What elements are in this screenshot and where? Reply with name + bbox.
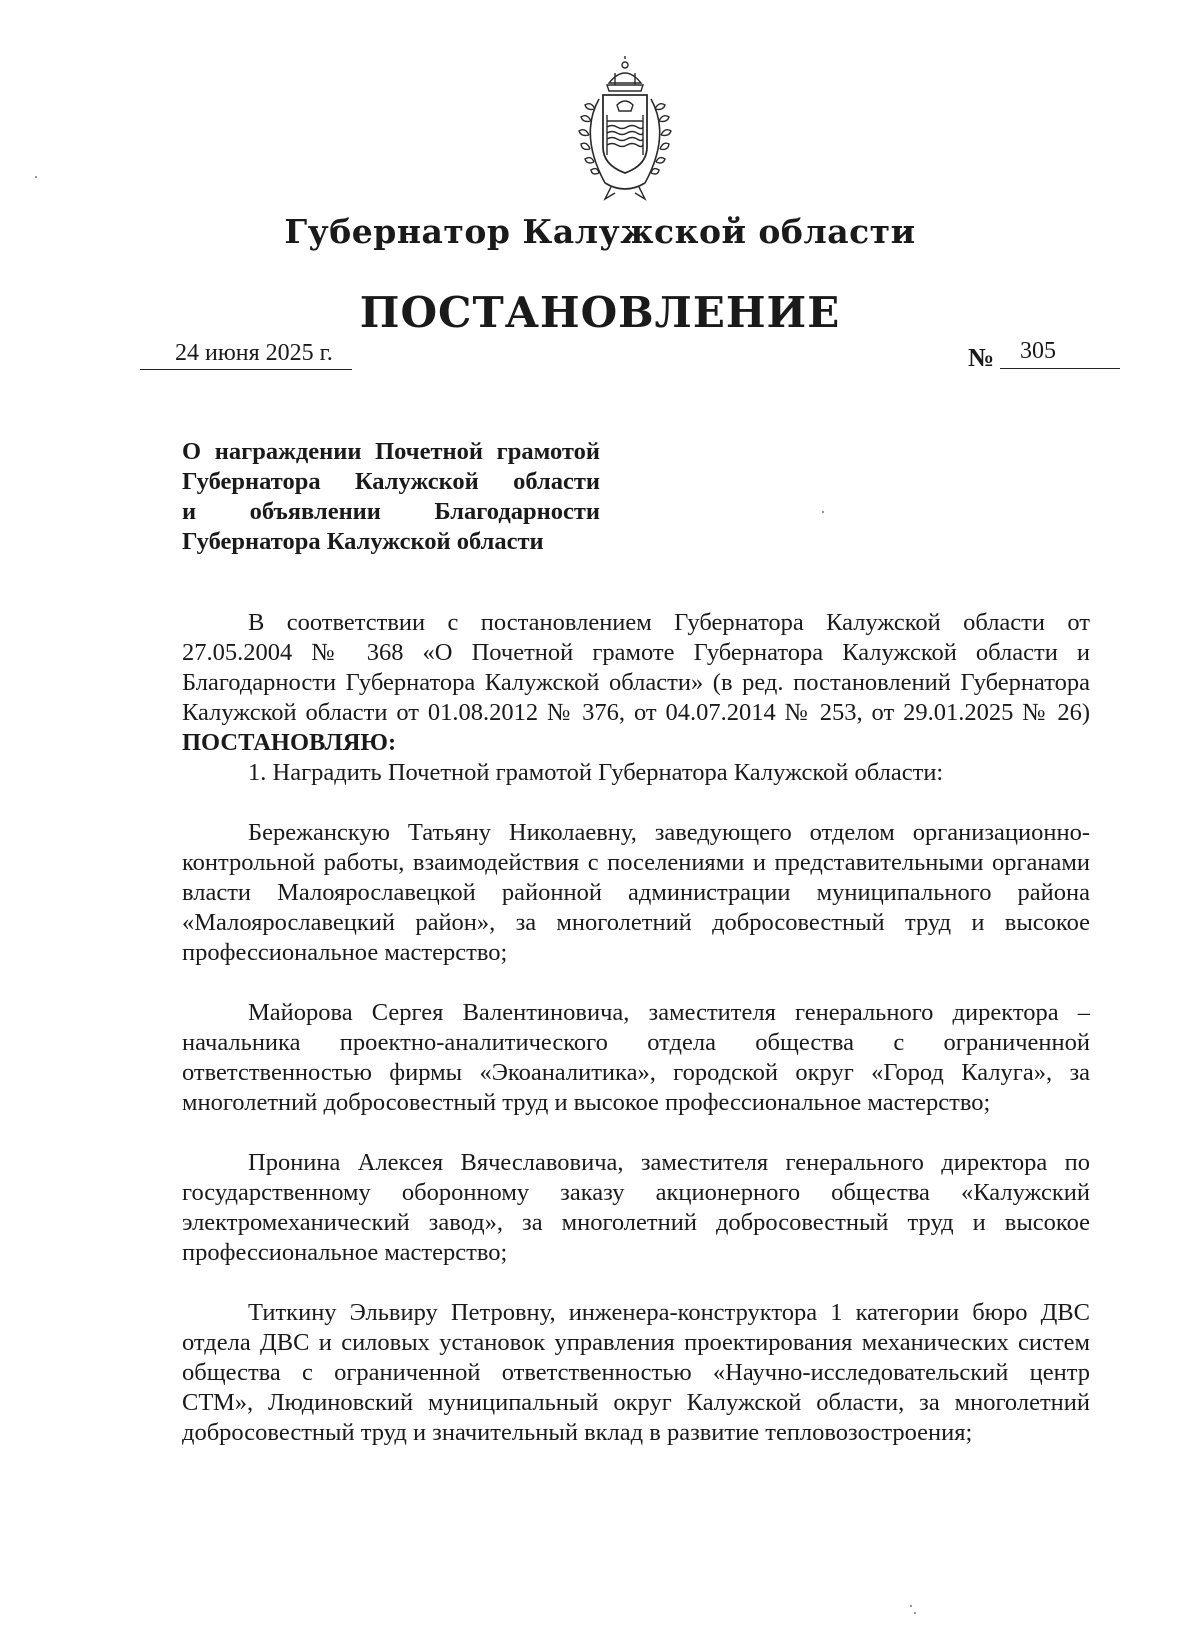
number-underline (1000, 368, 1120, 369)
document-number: 305 (1020, 338, 1056, 364)
subject-line: Губернатора Калужской области (182, 528, 544, 555)
document-type-title: ПОСТАНОВЛЕНИЕ (359, 288, 841, 337)
document-subject (182, 437, 600, 557)
scan-speck (910, 1605, 912, 1607)
decree-word: ПОСТАНОВЛЯЮ: (182, 729, 397, 756)
issuing-authority: Губернатор Калужской области (284, 212, 916, 251)
document-number-label: № (968, 343, 995, 372)
subject-line: Губернатора Калужской области (182, 468, 600, 495)
awardee-paragraph: Бережанскую Татьяну Николаевну, заведующего отделом организационно-контрольной работы, взаимодействия с поселениями и представительными органами власти Малоярославецкой районной администрации муниципального района «Малоярославецкий район», за многолетний добросовестный труд и высокое профессиональное мастерство; (182, 819, 1090, 966)
date-underline (140, 368, 352, 370)
preamble-paragraph (182, 608, 1090, 758)
document-date: 24 июня 2025 г. (175, 340, 333, 366)
preamble-text: В соответствии с постановлением Губернатора Калужской области от 27.05.2004 № 368 «О Почетной грамоте Губернатора Калужской области и Благодарности Губернатора Калужской области» (в ред. постановлений Губернатора Калужской области от 01.08.2012 № 376, от 04.07.2014 № 253, от 29.01.2025 № 26) (182, 609, 1090, 726)
scan-speck (914, 1612, 916, 1614)
clause-1: 1. Наградить Почетной грамотой Губернатора Калужской области: (248, 759, 944, 786)
subject-line: О награждении Почетной грамотой (182, 438, 600, 465)
subject-line: и объявлении Благодарности (182, 498, 600, 525)
scan-speck (822, 511, 824, 513)
awardee-paragraph: Пронина Алексея Вячеславовича, заместителя генерального директора по государственному оборонному заказу акционерного общества «Калужский электромеханический завод», за многолетний добросовестный труд и высокое профессиональное мастерство; (182, 1149, 1090, 1266)
coat-of-arms-emblem (565, 55, 685, 205)
scan-speck (35, 176, 37, 178)
awardee-paragraph: Титкину Эльвиру Петровну, инженера-конструктора 1 категории бюро ДВС отдела ДВС и силовых установок управления проектирования механических систем общества с ограниченной ответственностью «Научно-исследовательский центр СТМ», Людиновский муниципальный округ Калужской области, за многолетний добросовестный труд и значительный вклад в развитие тепловозостроения; (182, 1299, 1090, 1446)
document-body (182, 608, 1090, 1448)
awardee-paragraph: Майорова Сергея Валентиновича, заместителя генерального директора – начальника проектно-аналитического отдела общества с ограниченной ответственностью фирмы «Экоаналитика», городской округ «Город Калуга», за многолетний добросовестный труд и высокое профессиональное мастерство; (182, 999, 1090, 1116)
